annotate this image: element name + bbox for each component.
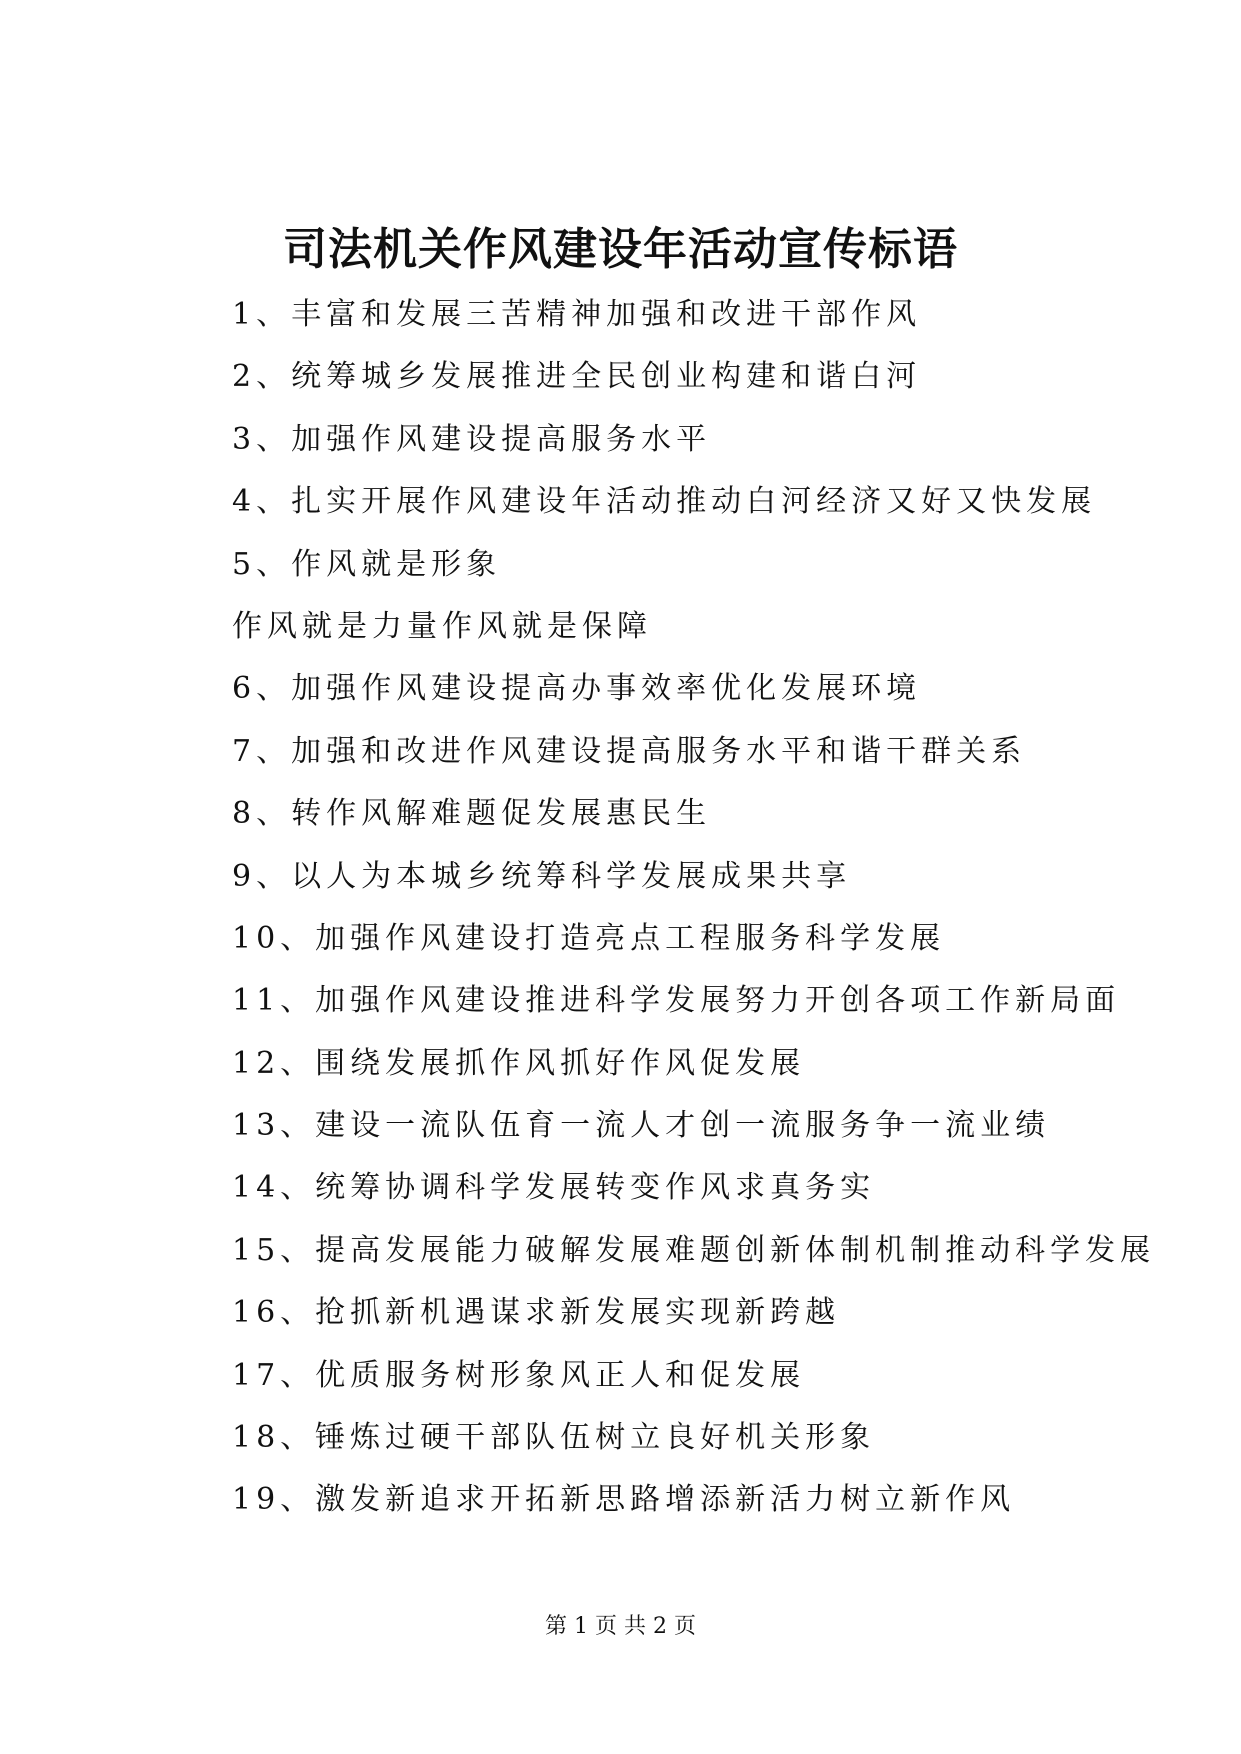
slogan-line: 16、抢抓新机遇谋求新发展实现新跨越 <box>232 1295 841 1331</box>
slogan-line: 5、作风就是形象 <box>232 546 502 582</box>
page-footer: 第 1 页 共 2 页 <box>545 1614 696 1639</box>
slogan-line: 2、统筹城乡发展推进全民创业构建和谐白河 <box>232 359 922 395</box>
slogan-line: 10、加强作风建设打造亮点工程服务科学发展 <box>232 920 946 956</box>
slogan-line: 19、激发新追求开拓新思路增添新活力树立新作风 <box>232 1482 1016 1518</box>
slogan-line: 作风就是力量作风就是保障 <box>232 608 652 644</box>
slogan-line: 15、提高发展能力破解发展难题创新体制机制推动科学发展 <box>232 1232 1156 1268</box>
slogan-line: 12、围绕发展抓作风抓好作风促发展 <box>232 1045 806 1081</box>
slogan-line: 14、统筹协调科学发展转变作风求真务实 <box>232 1170 876 1206</box>
slogan-line: 6、加强作风建设提高办事效率优化发展环境 <box>232 671 922 707</box>
slogan-line: 18、锤炼过硬干部队伍树立良好机关形象 <box>232 1420 876 1456</box>
slogan-line: 9、以人为本城乡统筹科学发展成果共享 <box>232 858 852 894</box>
slogan-line: 7、加强和改进作风建设提高服务水平和谐干群关系 <box>232 733 1027 769</box>
slogan-line: 11、加强作风建设推进科学发展努力开创各项工作新局面 <box>232 983 1121 1019</box>
slogan-list <box>232 295 1212 1543</box>
slogan-line: 8、转作风解难题促发展惠民生 <box>232 796 712 832</box>
slogan-line: 4、扎实开展作风建设年活动推动白河经济又好又快发展 <box>232 484 1097 520</box>
slogan-line: 3、加强作风建设提高服务水平 <box>232 421 712 457</box>
slogan-line: 1、丰富和发展三苦精神加强和改进干部作风 <box>232 297 922 332</box>
slogan-line: 17、优质服务树形象风正人和促发展 <box>232 1357 806 1393</box>
document-title: 司法机关作风建设年活动宣传标语 <box>283 224 958 275</box>
slogan-line: 13、建设一流队伍育一流人才创一流服务争一流业绩 <box>232 1108 1051 1144</box>
